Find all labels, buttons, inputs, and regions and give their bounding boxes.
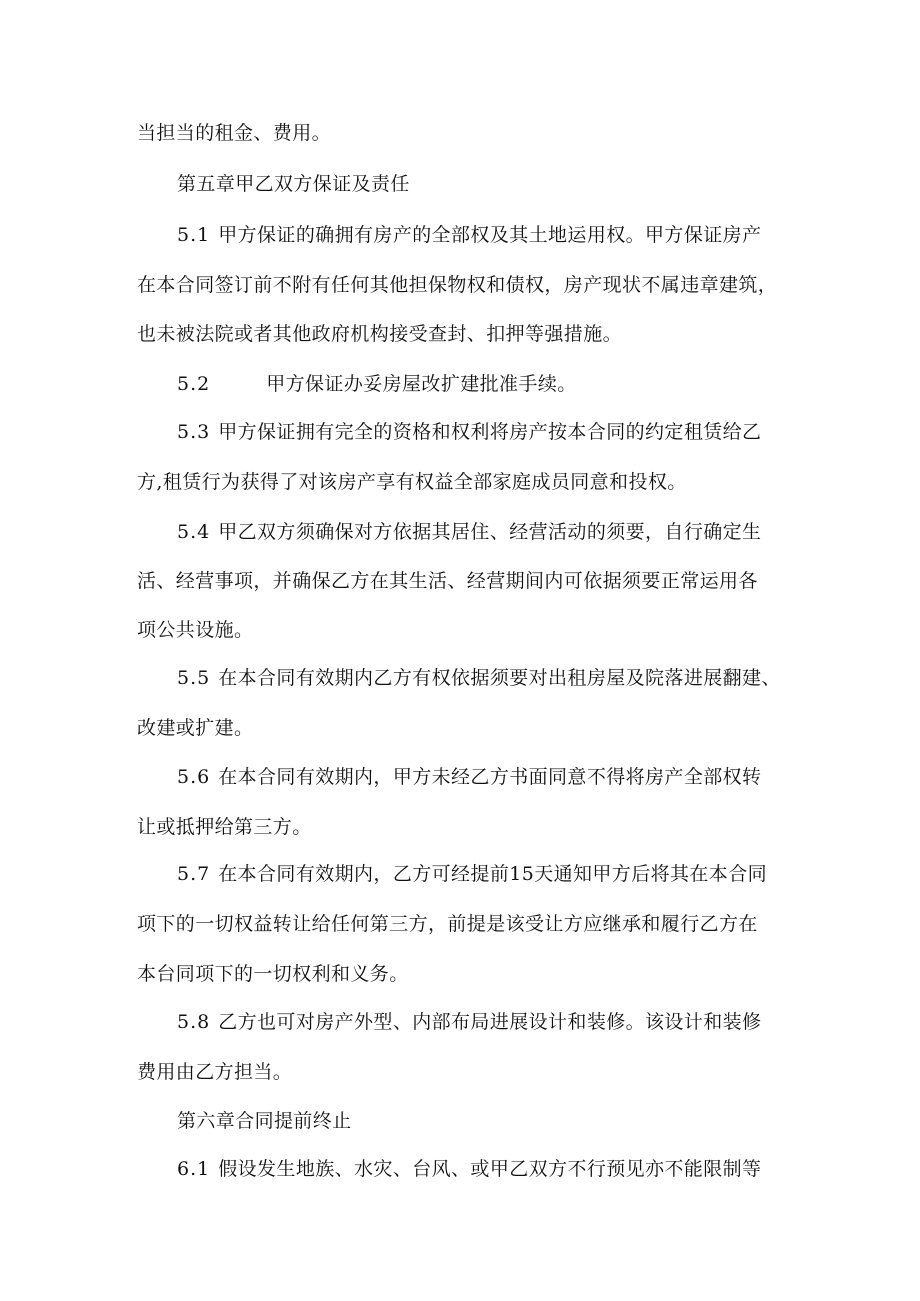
paragraph-5-5-number: 5.5 — [177, 667, 211, 689]
paragraph-6-1-number: 6.1 — [177, 1158, 211, 1180]
paragraph-5-5-text: 在本合同有效期内乙方有权依据须要对出租房屋及院落进展翻建、 — [218, 667, 781, 689]
chapter-5-heading: 第五章甲乙双方保证及责任 — [177, 173, 410, 195]
paragraph-6-1-text: 假设发生地族、水灾、台风、或甲乙双方不行预见亦不能限制等 — [218, 1158, 762, 1180]
paragraph-5-1-line-3: 也未被法院或者其他政府机构接受查封、扣押等强措施。 — [137, 323, 623, 345]
paragraph-5-3-number: 5.3 — [177, 421, 211, 443]
paragraph-5-8-number: 5.8 — [177, 1011, 211, 1033]
paragraph-6-1-line-1 — [177, 1157, 761, 1181]
paragraph-5-2-line-1 — [177, 372, 577, 396]
paragraph-5-5-line-1 — [177, 666, 781, 690]
paragraph-5-2-text: 甲方保证办妥房屋改扩建批准手续。 — [266, 373, 577, 395]
paragraph-5-8-line-2: 费用由乙方担当。 — [137, 1061, 293, 1083]
paragraph-5-7-line-1 — [177, 862, 767, 886]
paragraph-5-1-number: 5.1 — [177, 224, 211, 246]
paragraph-5-6-line-2: 让或抵押给第三方。 — [137, 816, 312, 838]
chapter-6-heading: 第六章合同提前终止 — [177, 1110, 352, 1132]
paragraph-5-2-number: 5.2 — [177, 373, 211, 395]
paragraph-5-6-line-1 — [177, 765, 761, 789]
text-line-continuation: 当担当的租金、费用。 — [137, 122, 332, 144]
paragraph-5-6-number: 5.6 — [177, 766, 211, 788]
paragraph-5-3-line-2: 方,租赁行为获得了对该房产享有权益全部家庭成员同意和投权。 — [137, 471, 687, 493]
paragraph-5-7-line-3: 本台同项下的一切权利和义务。 — [137, 963, 409, 985]
paragraph-5-1-text: 甲方保证的确拥有房产的全部权及其土地运用权。甲方保证房产 — [218, 224, 762, 246]
paragraph-5-3-line-1 — [177, 420, 761, 444]
paragraph-5-1-line-1 — [177, 223, 761, 247]
paragraph-5-5-line-2: 改建或扩建。 — [137, 717, 254, 739]
paragraph-5-4-number: 5.4 — [177, 521, 211, 543]
paragraph-5-1-line-2: 在本合同签订前不附有任何其他担保物权和债权，房产现状不属违章建筑， — [137, 274, 778, 296]
paragraph-5-4-text: 甲乙双方须确保对方依据其居住、经营活动的须要，自行确定生 — [218, 521, 762, 543]
paragraph-5-7-line-2: 项下的一切权益转让给任何第三方，前提是该受让方应继承和履行乙方在 — [137, 913, 758, 935]
paragraph-5-4-line-1 — [177, 520, 761, 544]
paragraph-5-3-text: 甲方保证拥有完全的资格和权利将房产按本合同的约定租赁给乙 — [218, 421, 762, 443]
paragraph-5-7-text: 在本合同有效期内，乙方可经提前15天通知甲方后将其在本合同 — [218, 863, 767, 885]
paragraph-5-4-line-2: 活、经营事项，并确保乙方在其生活、经营期间内可依据须要正常运用各 — [137, 570, 758, 592]
paragraph-5-6-text: 在本合同有效期内，甲方未经乙方书面同意不得将房产全部权转 — [218, 766, 762, 788]
paragraph-5-7-number: 5.7 — [177, 863, 211, 885]
paragraph-5-8-line-1 — [177, 1010, 761, 1034]
paragraph-5-8-text: 乙方也可对房产外型、内部布局进展设计和装修。该设计和装修 — [218, 1011, 762, 1033]
paragraph-5-4-line-3: 项公共设施。 — [137, 619, 254, 641]
